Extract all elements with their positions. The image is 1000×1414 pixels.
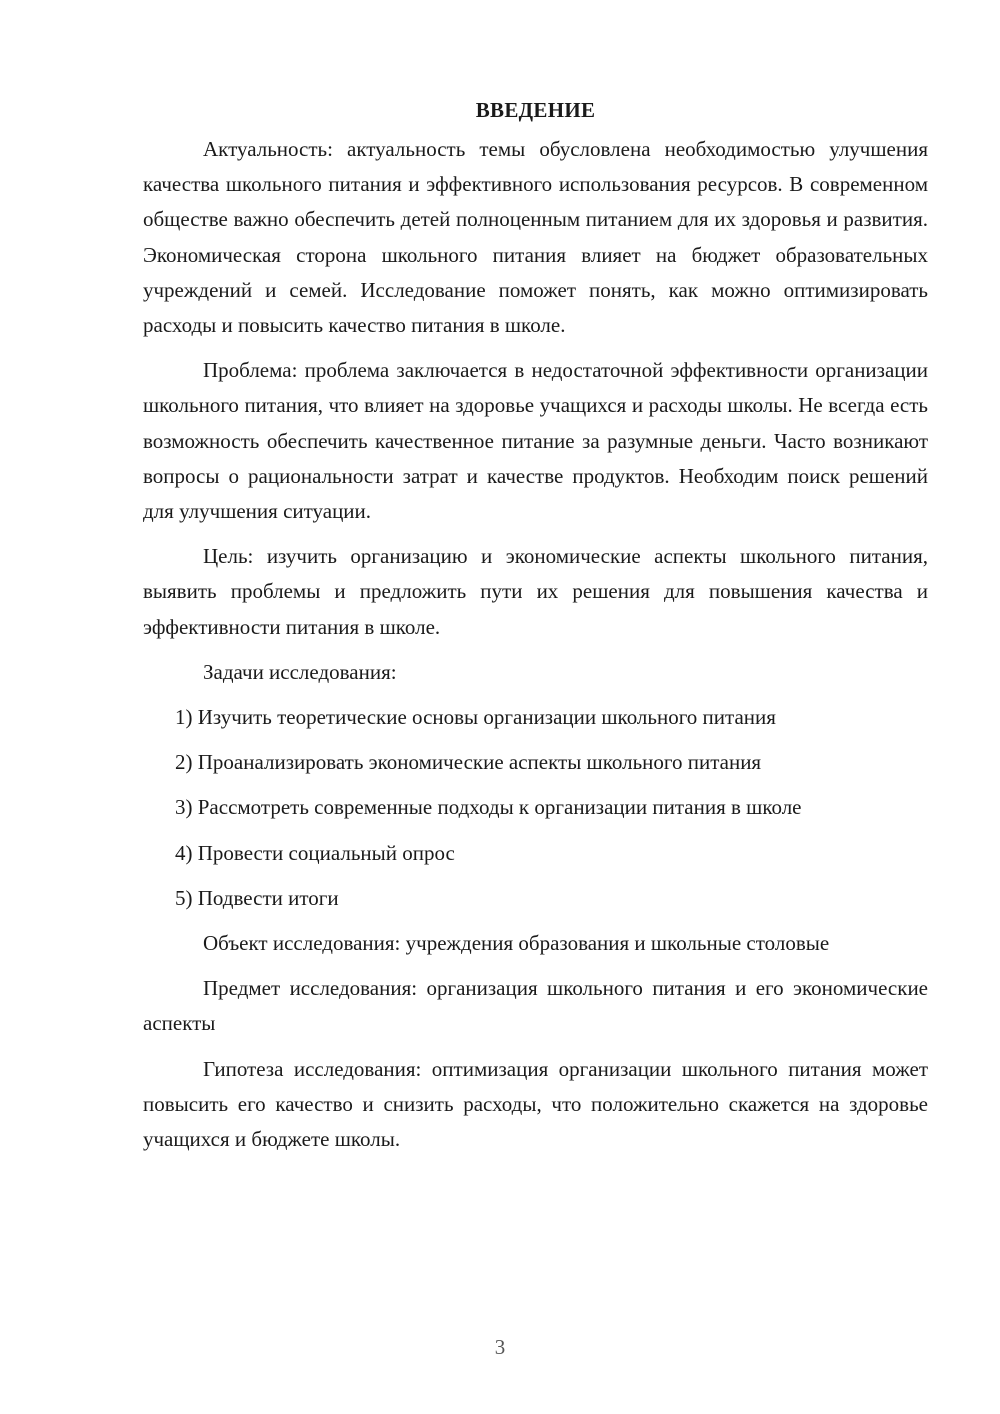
- task-item-1: 1) Изучить теоретические основы организации школьного питания: [175, 705, 776, 730]
- task-item-3: 3) Рассмотреть современные подходы к организации питания в школе: [175, 795, 802, 820]
- task-item-2: 2) Проанализировать экономические аспекты школьного питания: [175, 750, 762, 775]
- document-page: [143, 96, 928, 1167]
- paragraph-object: Объект исследования: учреждения образования и школьные столовые: [203, 931, 830, 956]
- page-number: 3: [494, 1335, 506, 1359]
- task-item-4: 4) Провести социальный опрос: [175, 840, 455, 865]
- task-item-5: 5) Подвести итоги: [175, 885, 339, 910]
- paragraph-hypothesis: Гипотеза исследования: оптимизация организации школьного питания может повысить его качество и снизить расходы, что положительно скажется на здоровье учащихся и бюджете школы.: [143, 1056, 928, 1152]
- paragraph-relevance: Актуальность: актуальность темы обусловлена необходимостью улучшения качества школьного питания и эффективного использования ресурсов. В современном обществе важно обеспечить детей полноценным питанием для их здоровья и развития. Экономическая сторона школьного питания влияет на бюджет образовательных учреждений и семей. Исследование поможет понять, как можно оптимизировать расходы и повысить качество питания в школе.: [143, 137, 928, 338]
- paragraph-goal: Цель: изучить организацию и экономические аспекты школьного питания, выявить проблемы и предложить пути их решения для повышения качества и эффективности питания в школе.: [143, 544, 928, 639]
- tasks-heading: Задачи исследования:: [203, 659, 397, 684]
- paragraph-problem: Проблема: проблема заключается в недостаточной эффективности организации школьного питания, что влияет на здоровье учащихся и расходы школы. Не всегда есть возможность обеспечить качественное питание за разумные деньги. Часто возникают вопросы о рациональности затрат и качестве продуктов. Необходим поиск решений для улучшения ситуации.: [143, 358, 928, 524]
- paragraph-subject: Предмет исследования: организация школьного питания и его экономические аспекты: [143, 976, 928, 1036]
- page-title: ВВЕДЕНИЕ: [475, 98, 596, 122]
